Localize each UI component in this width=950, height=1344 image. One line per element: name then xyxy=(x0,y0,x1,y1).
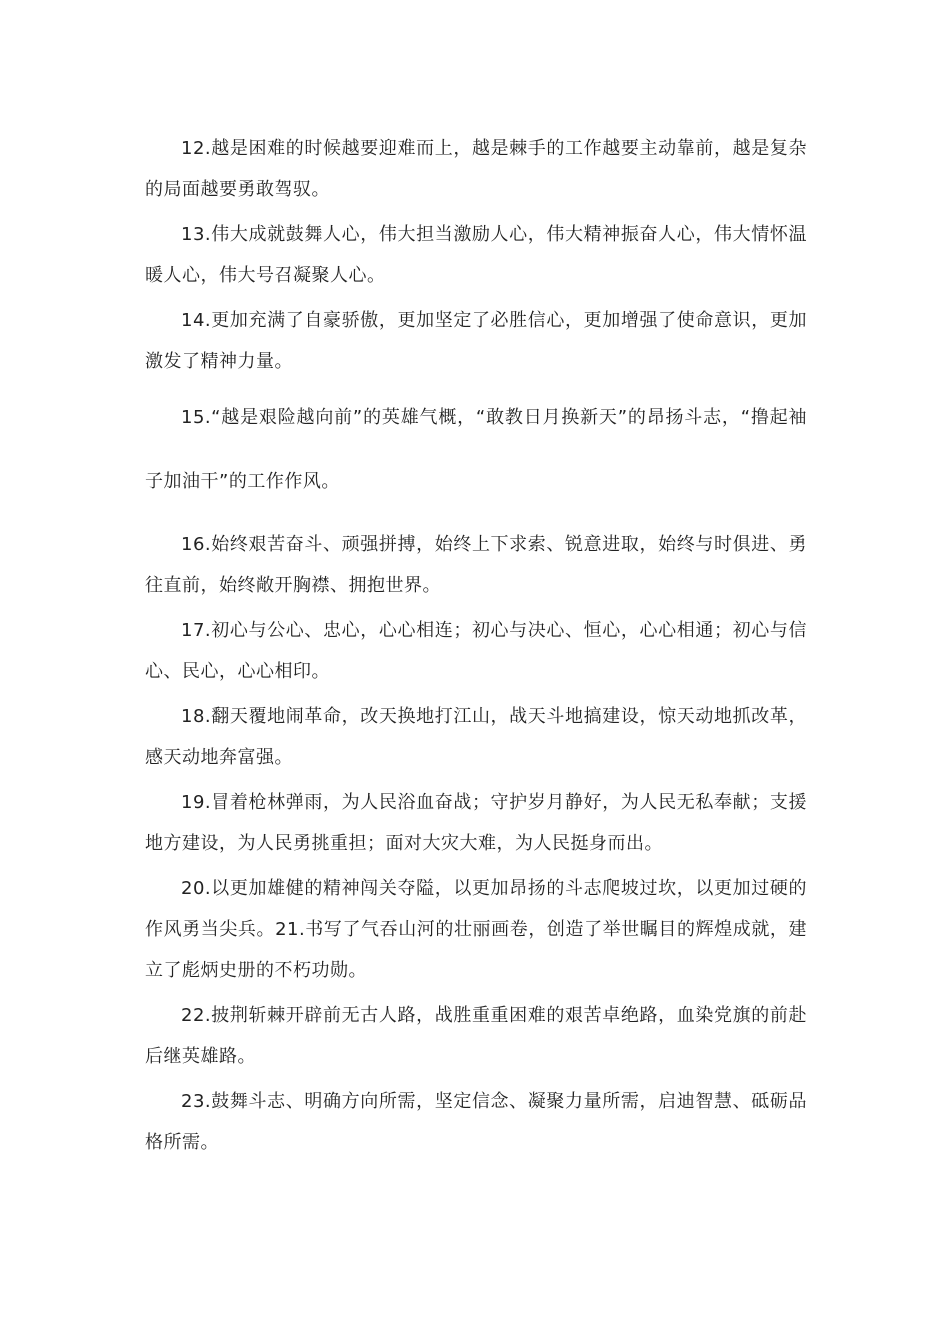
paragraph-23: 23.鼓舞斗志、明确方向所需，坚定信念、凝聚力量所需，启迪智慧、砥砺品格所需。 xyxy=(145,1091,807,1153)
document-body xyxy=(145,128,807,1163)
paragraph-16: 16.始终艰苦奋斗、顽强拼搏，始终上下求索、锐意进取，始终与时俱进、勇往直前，始终敞开胸襟、拥抱世界。 xyxy=(145,534,807,596)
paragraph-19: 19.冒着枪林弹雨，为人民浴血奋战；守护岁月静好，为人民无私奉献；支援地方建设，为人民勇挑重担；面对大灾大难，为人民挺身而出。 xyxy=(145,792,807,854)
paragraph-14: 14.更加充满了自豪骄傲，更加坚定了必胜信心，更加增强了使命意识，更加激发了精神力量。 xyxy=(145,310,807,372)
paragraph-18: 18.翻天覆地闹革命，改天换地打江山，战天斗地搞建设，惊天动地抓改革，感天动地奔富强。 xyxy=(145,706,807,768)
paragraph-12: 12.越是困难的时候越要迎难而上，越是棘手的工作越要主动靠前，越是复杂的局面越要勇敢驾驭。 xyxy=(145,138,807,200)
paragraph-20-21: 20.以更加雄健的精神闯关夺隘，以更加昂扬的斗志爬坡过坎，以更加过硬的作风勇当尖兵。21.书写了气吞山河的壮丽画卷，创造了举世瞩目的辉煌成就，建立了彪炳史册的不朽功勋。 xyxy=(145,878,807,981)
paragraph-13: 13.伟大成就鼓舞人心，伟大担当激励人心，伟大精神振奋人心，伟大情怀温暖人心，伟大号召凝聚人心。 xyxy=(145,224,807,286)
paragraph-22: 22.披荆斩棘开辟前无古人路，战胜重重困难的艰苦卓绝路，血染党旗的前赴后继英雄路。 xyxy=(145,1005,807,1067)
paragraph-17: 17.初心与公心、忠心，心心相连；初心与决心、恒心，心心相通；初心与信心、民心，心心相印。 xyxy=(145,620,807,682)
paragraph-15: 15.“越是艰险越向前”的英雄气概，“敢教日月换新天”的昂扬斗志，“撸起袖子加油干”的工作作风。 xyxy=(145,407,807,492)
